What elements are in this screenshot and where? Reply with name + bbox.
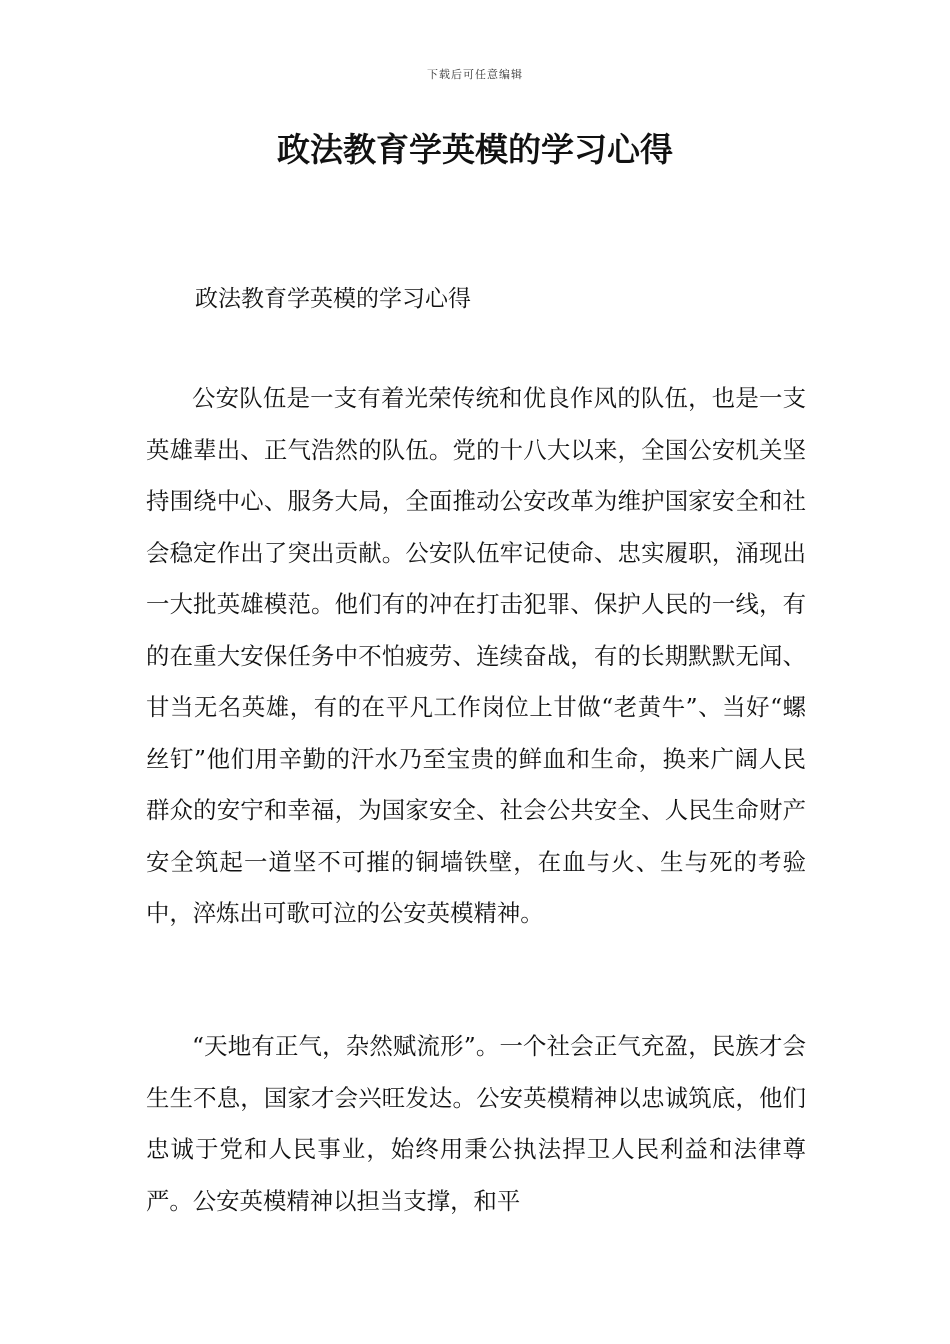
- body-paragraph-1: 公安队伍是一支有着光荣传统和优良作风的队伍，也是一支英雄辈出、正气浩然的队伍。党的十八大以来，全国公安机关坚持围绕中心、服务大局，全面推动公安改革为维护国家安全和社会稳定作出了突出贡献。公安队伍牢记使命、忠实履职，涌现出一大批英雄模范。他们有的冲在打击犯罪、保护人民的一线，有的在重大安保任务中不怕疲劳、连续奋战，有的长期默默无闻、甘当无名英雄，有的在平凡工作岗位上甘做“老黄牛”、当好“螺丝钉”他们用辛勤的汗水乃至宝贵的鲜血和生命，换来广阔人民群众的安宁和幸福，为国家安全、社会公共安全、人民生命财产安全筑起一道坚不可摧的铜墙铁壁，在血与火、生与死的考验中，淬炼出可歌可泣的公安英模精神。: [146, 384, 806, 927]
- document-title: 政法教育学英模的学习心得: [277, 130, 673, 169]
- document-subtitle: 政法教育学英模的学习心得: [195, 286, 471, 312]
- header-note: 下载后可任意编辑: [427, 68, 523, 81]
- body-paragraph-2: “天地有正气，杂然赋流形”。一个社会正气充盈，民族才会生生不息，国家才会兴旺发达。公安英模精神以忠诚筑底，他们忠诚于党和人民事业，始终用秉公执法捍卫人民利益和法律尊严。公安英模精神以担当支撑，和平: [146, 1032, 806, 1215]
